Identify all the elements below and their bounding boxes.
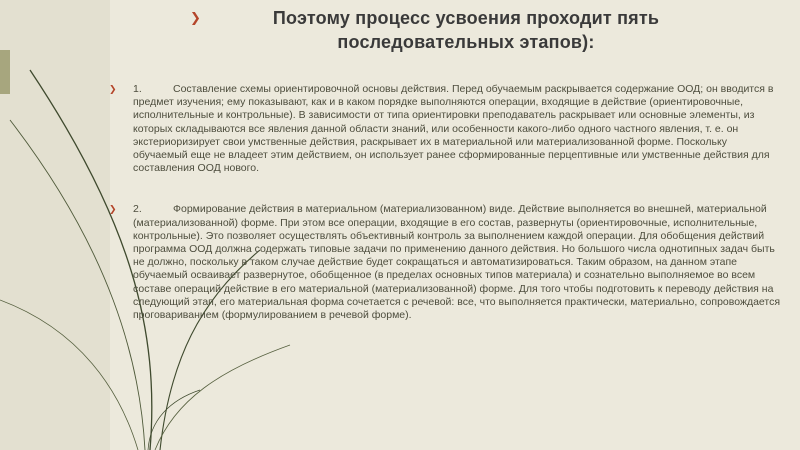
list-item-body (133, 83, 784, 175)
list-item-text: Составление схемы ориентировочной основы действия. Перед обучаемым раскрывается содержание ООД; он вводится в предмет изучения; ему показывают, как и в каком порядке выполняются операции, входящие в действие (ориентировочные, исполнительные и контрольные). В зависимости от типа ориентировки преподаватель раскрывает или основные элементы, из которых складываются все явления данной области знаний, или особенности какого-либо одного частного явления, т. е. он экстериоризирует свои умственные действия, раскрывает их в материальной или материализованной форме. Поскольку обучаемый еще не владеет этим действием, он использует ранее сформированные перцептивные или умственные действия для составления ООД нового. (133, 83, 774, 175)
list-item-text: Формирование действия в материальном (материализованном) виде. Действие выполняется во внешней, материальной (материализованной) форме. При этом все операции, входящие в его состав, развернуты (ориентировочные, исполнительные, контрольные). Это позволяет осуществлять объективный контроль за выполнением каждой операции. Для обобщения действий программа ООД должна содержать типовые задачи по применению данного действия. Но большого числа однотипных задач быть не должно, поскольку в таком случае действие будет сокращаться и автоматизироваться. Таким образом, на данном этапе обучаемый осваивает развернутое, обобщенное (в пределах основных типов материала) и сознательно выполняемое во всем составе операций действие в его материальной (материализованной) форме. Для того чтобы подготовить к переводу действия на следующий этап, его материальная форма сочетается с речевой: все, что выполняется практически, материально, сопровождается проговариванием (формулированием в речевой форме). (133, 203, 781, 322)
title-line-2: последовательных этапов): (337, 32, 595, 52)
arrow-right-icon: ❯ (109, 204, 117, 215)
stem-line (155, 345, 290, 450)
slide-title (190, 6, 750, 54)
list-item-body (133, 203, 784, 322)
list-item-number: 1. (133, 83, 142, 95)
arrow-right-icon: ❯ (190, 10, 202, 25)
list-item-number: 2. (133, 203, 142, 216)
arrow-right-icon: ❯ (109, 84, 117, 94)
list-item (109, 83, 784, 175)
stem-line (148, 390, 200, 450)
list-item (109, 203, 784, 322)
content-list (109, 83, 784, 350)
title-line-1: Поэтому процесс усвоения проходит пять (272, 8, 660, 28)
